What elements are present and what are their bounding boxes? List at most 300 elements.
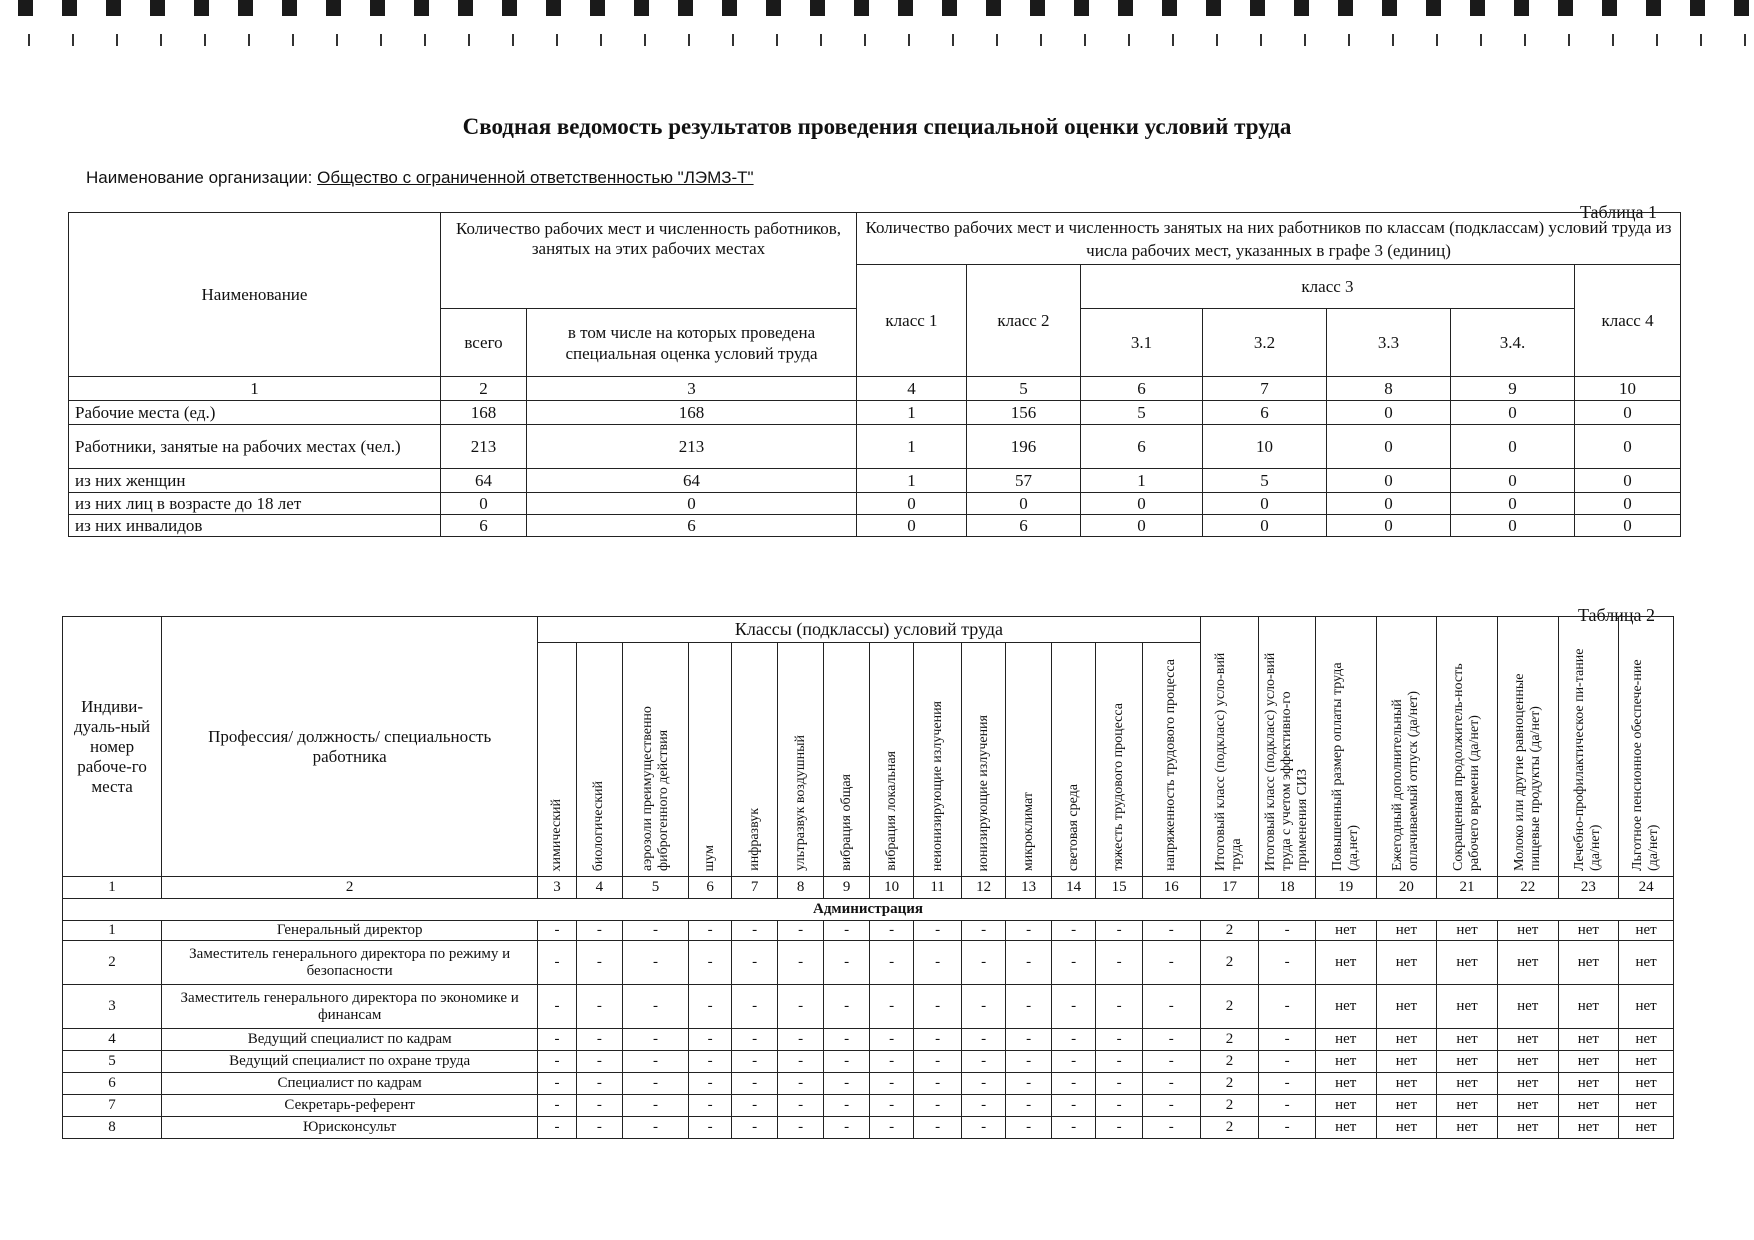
organization-line xyxy=(86,168,754,188)
t1-row-label: из них инвалидов xyxy=(69,515,441,537)
binding-hole xyxy=(1162,0,1177,16)
binding-hole xyxy=(282,0,297,16)
t2-cell: - xyxy=(1142,1095,1200,1117)
t2-cell: - xyxy=(824,1117,870,1139)
t1-header-class3: класс 3 xyxy=(1081,265,1575,309)
binding-mark xyxy=(1084,34,1086,46)
binding-hole xyxy=(1734,0,1749,16)
t2-row-profession: Ведущий специалист по охране труда xyxy=(162,1051,538,1073)
t2-header-factor-text: тяжесть трудового процесса xyxy=(1111,703,1127,871)
t1-cell: 0 xyxy=(1451,469,1575,493)
binding-hole xyxy=(326,0,341,16)
t2-header-factor xyxy=(623,643,689,877)
binding-hole xyxy=(546,0,561,16)
t1-cell: 213 xyxy=(527,425,857,469)
t2-cell: - xyxy=(623,1117,689,1139)
binding-mark xyxy=(1348,34,1350,46)
t2-cell: - xyxy=(1051,921,1095,941)
t1-cell: 0 xyxy=(1451,515,1575,537)
t2-cell: нет xyxy=(1619,921,1674,941)
binding-mark xyxy=(1436,34,1438,46)
t2-cell: - xyxy=(777,1051,824,1073)
t2-cell: нет xyxy=(1497,985,1558,1029)
table2-caption: Таблица 2 xyxy=(1578,605,1655,625)
t1-header-class2: класс 2 xyxy=(967,265,1081,377)
t2-cell: нет xyxy=(1558,921,1619,941)
t2-cell: - xyxy=(576,1029,623,1051)
t2-cell: - xyxy=(914,941,962,985)
t2-header-factor xyxy=(1051,643,1095,877)
t1-cell: 6 xyxy=(441,515,527,537)
t2-cell: нет xyxy=(1558,1029,1619,1051)
t2-cell: - xyxy=(538,1029,576,1051)
t2-row-num: 5 xyxy=(63,1051,162,1073)
binding-hole xyxy=(986,0,1001,16)
t2-cell: нет xyxy=(1619,1073,1674,1095)
t2-cell: - xyxy=(869,1117,913,1139)
binding-mark xyxy=(116,34,118,46)
t1-cell: 1 xyxy=(857,401,967,425)
binding-mark xyxy=(908,34,910,46)
t2-cell: - xyxy=(824,1095,870,1117)
binding-mark xyxy=(776,34,778,46)
t2-header-factor xyxy=(732,643,778,877)
t2-cell: - xyxy=(538,1095,576,1117)
t1-cell: 0 xyxy=(967,493,1081,515)
t2-cell: нет xyxy=(1437,985,1498,1029)
t2-cell: - xyxy=(1006,985,1052,1029)
t2-cell: - xyxy=(1096,921,1143,941)
table1 xyxy=(68,212,1681,537)
t2-cell: - xyxy=(777,985,824,1029)
t1-cell: 0 xyxy=(1327,425,1451,469)
t2-cell: - xyxy=(1006,1073,1052,1095)
t2-colnum: 23 xyxy=(1558,877,1619,899)
t2-cell: - xyxy=(732,1117,778,1139)
t2-colnum: 10 xyxy=(869,877,913,899)
t1-header-class1: класс 1 xyxy=(857,265,967,377)
t2-cell: нет xyxy=(1497,1051,1558,1073)
binding-mark xyxy=(996,34,998,46)
t2-cell: - xyxy=(538,1117,576,1139)
t2-cell: - xyxy=(1096,985,1143,1029)
t1-header-3-4: 3.4. xyxy=(1451,309,1575,377)
t2-cell: - xyxy=(961,921,1005,941)
t1-colnum: 9 xyxy=(1451,377,1575,401)
t2-colnum: 16 xyxy=(1142,877,1200,899)
t2-section-administration: Администрация xyxy=(63,899,1674,921)
binding-mark xyxy=(1480,34,1482,46)
table-row xyxy=(69,425,1681,469)
t2-cell: - xyxy=(777,1095,824,1117)
t2-row-profession: Специалист по кадрам xyxy=(162,1073,538,1095)
binding-hole xyxy=(722,0,737,16)
t2-colnum: 6 xyxy=(688,877,731,899)
t2-header-extra-text: Повышенный размер оплаты труда (да,нет) xyxy=(1329,662,1361,871)
t2-colnum: 11 xyxy=(914,877,962,899)
t1-row-label: Работники, занятые на рабочих местах (чел.) xyxy=(69,425,441,469)
t2-cell: нет xyxy=(1315,1029,1376,1051)
t2-colnum: 19 xyxy=(1315,877,1376,899)
binding-mark xyxy=(732,34,734,46)
t2-cell: - xyxy=(824,1029,870,1051)
t2-cell: - xyxy=(869,1073,913,1095)
binding-hole xyxy=(766,0,781,16)
t1-cell: 0 xyxy=(1575,401,1681,425)
t2-cell: - xyxy=(1051,941,1095,985)
binding-mark xyxy=(1392,34,1394,46)
t2-cell: - xyxy=(538,921,576,941)
t2-colnum: 17 xyxy=(1200,877,1259,899)
t1-cell: 0 xyxy=(1081,515,1203,537)
t2-cell: - xyxy=(688,941,731,985)
table-row xyxy=(63,1029,1674,1051)
t2-cell: - xyxy=(914,1051,962,1073)
t2-header-extra-text: Льготное пенсионное обеспече-ние (да/нет) xyxy=(1630,659,1662,871)
t1-column-numbers xyxy=(69,377,1681,401)
t2-cell: нет xyxy=(1376,1117,1437,1139)
t2-cell: - xyxy=(1142,941,1200,985)
t2-cell: нет xyxy=(1497,921,1558,941)
binding-hole xyxy=(502,0,517,16)
t2-cell: - xyxy=(732,1073,778,1095)
t2-cell: - xyxy=(576,985,623,1029)
t2-cell: - xyxy=(1006,921,1052,941)
t1-cell: 196 xyxy=(967,425,1081,469)
t2-colnum: 3 xyxy=(538,877,576,899)
t2-cell: - xyxy=(1142,1051,1200,1073)
t2-row-profession: Генеральный директор xyxy=(162,921,538,941)
binding-mark xyxy=(28,34,30,46)
t1-cell: 64 xyxy=(527,469,857,493)
t2-colnum: 24 xyxy=(1619,877,1674,899)
t1-cell: 6 xyxy=(967,515,1081,537)
t2-cell: - xyxy=(1051,1117,1095,1139)
binding-mark xyxy=(1700,34,1702,46)
t2-cell: - xyxy=(538,1073,576,1095)
t2-cell: нет xyxy=(1437,1073,1498,1095)
t2-header-extra-text: Молоко или другие равноценные пищевые продукты (да/нет) xyxy=(1511,673,1543,871)
t2-cell: нет xyxy=(1376,921,1437,941)
t2-cell: 2 xyxy=(1200,1051,1259,1073)
t2-row-profession: Заместитель генерального директора по режиму и безопасности xyxy=(162,941,538,985)
t2-colnum: 8 xyxy=(777,877,824,899)
t2-colnum: 7 xyxy=(732,877,778,899)
binding-hole xyxy=(1206,0,1221,16)
binding-hole xyxy=(1118,0,1133,16)
t1-colnum: 6 xyxy=(1081,377,1203,401)
binding-hole xyxy=(942,0,957,16)
binding-hole xyxy=(1558,0,1573,16)
binding-hole xyxy=(1382,0,1397,16)
t2-colnum: 20 xyxy=(1376,877,1437,899)
binding-mark xyxy=(1128,34,1130,46)
binding-mark xyxy=(820,34,822,46)
t2-cell: - xyxy=(824,1073,870,1095)
t1-cell: 0 xyxy=(1451,493,1575,515)
t2-cell: - xyxy=(732,1051,778,1073)
t2-cell: нет xyxy=(1315,985,1376,1029)
t2-cell: нет xyxy=(1437,1095,1498,1117)
t1-cell: 1 xyxy=(857,469,967,493)
t2-cell: - xyxy=(961,1117,1005,1139)
t2-cell: - xyxy=(824,985,870,1029)
t2-header-extra xyxy=(1259,617,1316,877)
t1-header-name: Наименование xyxy=(69,213,441,377)
t2-cell: - xyxy=(538,985,576,1029)
t2-cell: - xyxy=(1006,1051,1052,1073)
t2-cell: - xyxy=(961,1095,1005,1117)
t2-cell: - xyxy=(1096,1029,1143,1051)
t2-header-factor-text: вибрация локальная xyxy=(883,751,899,871)
t1-cell: 6 xyxy=(527,515,857,537)
t1-row-label: Рабочие места (ед.) xyxy=(69,401,441,425)
t1-cell: 0 xyxy=(1575,515,1681,537)
t2-cell: - xyxy=(538,1051,576,1073)
table-row xyxy=(63,1073,1674,1095)
t1-cell: 0 xyxy=(1327,401,1451,425)
t2-header-extra xyxy=(1619,617,1674,877)
t2-cell: - xyxy=(824,941,870,985)
table-row xyxy=(63,921,1674,941)
t1-cell: 156 xyxy=(967,401,1081,425)
t1-header-total: всего xyxy=(441,309,527,377)
t2-header-factor xyxy=(914,643,962,877)
binding-mark xyxy=(644,34,646,46)
binding-hole xyxy=(238,0,253,16)
t2-row-num: 8 xyxy=(63,1117,162,1139)
t2-cell: - xyxy=(1259,1051,1316,1073)
t2-cell: - xyxy=(1142,985,1200,1029)
binding-mark xyxy=(556,34,558,46)
t1-header-count-group: Количество рабочих мест и численность работников, занятых на этих рабочих местах xyxy=(441,213,857,309)
t2-cell: - xyxy=(688,1095,731,1117)
binding-hole xyxy=(1426,0,1441,16)
t2-cell: нет xyxy=(1558,1051,1619,1073)
t1-colnum: 1 xyxy=(69,377,441,401)
binding-mark xyxy=(512,34,514,46)
t2-cell: - xyxy=(1096,1051,1143,1073)
t1-cell: 168 xyxy=(441,401,527,425)
t2-cell: - xyxy=(688,985,731,1029)
binding-mark xyxy=(600,34,602,46)
t2-cell: - xyxy=(777,921,824,941)
t2-cell: нет xyxy=(1497,941,1558,985)
t2-cell: - xyxy=(1142,1117,1200,1139)
t2-row-num: 6 xyxy=(63,1073,162,1095)
t2-cell: - xyxy=(1096,1095,1143,1117)
table-row xyxy=(63,1095,1674,1117)
t2-cell: - xyxy=(576,1051,623,1073)
t2-header-extra xyxy=(1315,617,1376,877)
t1-cell: 5 xyxy=(1081,401,1203,425)
t2-row-num: 2 xyxy=(63,941,162,985)
t2-cell: - xyxy=(914,1073,962,1095)
t2-cell: - xyxy=(1259,985,1316,1029)
binding-hole xyxy=(634,0,649,16)
t2-header-classes-group: Классы (подклассы) условий труда xyxy=(538,617,1200,643)
t2-cell: нет xyxy=(1619,1051,1674,1073)
t2-cell: - xyxy=(688,1051,731,1073)
binding-hole xyxy=(1514,0,1529,16)
t2-cell: нет xyxy=(1497,1117,1558,1139)
t2-cell: - xyxy=(961,985,1005,1029)
t2-cell: нет xyxy=(1497,1029,1558,1051)
t1-cell: 1 xyxy=(857,425,967,469)
t2-cell: 2 xyxy=(1200,941,1259,985)
t2-cell: нет xyxy=(1315,1051,1376,1073)
binding-hole xyxy=(18,0,33,16)
t2-cell: - xyxy=(1006,1095,1052,1117)
t2-cell: - xyxy=(914,1095,962,1117)
binding-hole xyxy=(590,0,605,16)
t2-cell: - xyxy=(1051,1029,1095,1051)
t2-cell: нет xyxy=(1619,1117,1674,1139)
t2-cell: - xyxy=(869,1095,913,1117)
t2-cell: - xyxy=(623,1051,689,1073)
t2-cell: нет xyxy=(1376,1073,1437,1095)
t1-header-3-1: 3.1 xyxy=(1081,309,1203,377)
binding-hole xyxy=(810,0,825,16)
t1-cell: 0 xyxy=(527,493,857,515)
t2-cell: - xyxy=(732,921,778,941)
t2-header-extra-text: Итоговый класс (подкласс) усло-вий труда xyxy=(1213,652,1245,871)
t2-cell: 2 xyxy=(1200,1095,1259,1117)
t2-row-num: 4 xyxy=(63,1029,162,1051)
t2-cell: - xyxy=(1142,1029,1200,1051)
t2-cell: - xyxy=(1096,1117,1143,1139)
t2-header-factor-text: ионизирующие излучения xyxy=(975,714,991,871)
t1-cell: 57 xyxy=(967,469,1081,493)
binding-mark xyxy=(160,34,162,46)
t2-cell: - xyxy=(576,1117,623,1139)
table-row xyxy=(63,1117,1674,1139)
table2 xyxy=(62,616,1674,1139)
t2-cell: - xyxy=(1051,1051,1095,1073)
t1-cell: 168 xyxy=(527,401,857,425)
t2-cell: - xyxy=(869,985,913,1029)
t2-header-factor xyxy=(824,643,870,877)
binding-hole xyxy=(1294,0,1309,16)
t2-colnum: 1 xyxy=(63,877,162,899)
binding-mark xyxy=(248,34,250,46)
t2-cell: - xyxy=(1006,1029,1052,1051)
binding-mark xyxy=(1612,34,1614,46)
binding-hole xyxy=(898,0,913,16)
binding-mark xyxy=(1216,34,1218,46)
t2-cell: нет xyxy=(1497,1095,1558,1117)
t1-cell: 0 xyxy=(857,493,967,515)
t1-cell: 6 xyxy=(1081,425,1203,469)
t2-header-factor xyxy=(576,643,623,877)
t1-cell: 213 xyxy=(441,425,527,469)
t2-colnum: 9 xyxy=(824,877,870,899)
t2-cell: - xyxy=(576,941,623,985)
t2-cell: - xyxy=(869,1029,913,1051)
t2-header-factor-text: световая среда xyxy=(1065,783,1081,871)
binding-hole xyxy=(194,0,209,16)
t2-cell: - xyxy=(1259,1095,1316,1117)
t2-cell: - xyxy=(1142,1073,1200,1095)
t2-cell: - xyxy=(732,985,778,1029)
t2-colnum: 18 xyxy=(1259,877,1316,899)
t2-cell: - xyxy=(623,1095,689,1117)
t2-cell: - xyxy=(688,1029,731,1051)
binding-hole xyxy=(370,0,385,16)
table-row xyxy=(69,469,1681,493)
binding-mark xyxy=(1744,34,1746,46)
binding-hole xyxy=(1470,0,1485,16)
t2-row-profession: Секретарь-референт xyxy=(162,1095,538,1117)
t2-header-factor-text: микроклимат xyxy=(1020,791,1036,871)
t1-cell: 0 xyxy=(1327,469,1451,493)
t2-colnum: 12 xyxy=(961,877,1005,899)
t2-header-factor-text: вибрация общая xyxy=(838,774,854,871)
t1-header-3-3: 3.3 xyxy=(1327,309,1451,377)
t2-cell: - xyxy=(732,941,778,985)
t2-cell: - xyxy=(914,985,962,1029)
t2-cell: 2 xyxy=(1200,1117,1259,1139)
t2-cell: - xyxy=(1006,941,1052,985)
t1-cell: 0 xyxy=(1451,401,1575,425)
t2-cell: - xyxy=(688,921,731,941)
t2-header-extra-text: Ежегодный дополнительный оплачиваемый отпуск (да/нет) xyxy=(1390,690,1422,871)
t1-colnum: 4 xyxy=(857,377,967,401)
table1-caption: Таблица 1 xyxy=(1580,202,1657,222)
t2-cell: - xyxy=(623,941,689,985)
t2-cell: 2 xyxy=(1200,985,1259,1029)
binding-hole xyxy=(458,0,473,16)
t2-cell: - xyxy=(1259,1117,1316,1139)
t2-cell: - xyxy=(1096,941,1143,985)
t2-cell: - xyxy=(1259,941,1316,985)
t2-cell: нет xyxy=(1497,1073,1558,1095)
t2-colnum: 4 xyxy=(576,877,623,899)
t2-cell: нет xyxy=(1558,1073,1619,1095)
binding-hole xyxy=(62,0,77,16)
binding-hole xyxy=(1030,0,1045,16)
binding-mark xyxy=(1656,34,1658,46)
binding-mark xyxy=(336,34,338,46)
binding-mark xyxy=(688,34,690,46)
t2-cell: нет xyxy=(1376,1029,1437,1051)
t2-cell: нет xyxy=(1437,1029,1498,1051)
t2-header-factor xyxy=(961,643,1005,877)
t2-header-factor xyxy=(1096,643,1143,877)
t1-cell: 0 xyxy=(1451,425,1575,469)
t1-row-label: из них женщин xyxy=(69,469,441,493)
t2-cell: - xyxy=(623,985,689,1029)
t2-cell: нет xyxy=(1619,1029,1674,1051)
t1-header-class4: класс 4 xyxy=(1575,265,1681,377)
binding-mark xyxy=(1172,34,1174,46)
t2-header-num: Индиви-дуаль-ный номер рабоче-го места xyxy=(63,617,162,877)
binding-hole xyxy=(678,0,693,16)
table-row xyxy=(69,493,1681,515)
t2-cell: - xyxy=(869,1051,913,1073)
t1-colnum: 7 xyxy=(1203,377,1327,401)
t1-header-assessed: в том числе на которых проведена специальная оценка условий труда xyxy=(527,309,857,377)
t2-header-extra xyxy=(1376,617,1437,877)
t2-row-profession: Ведущий специалист по кадрам xyxy=(162,1029,538,1051)
t2-header-factor xyxy=(869,643,913,877)
t2-cell: - xyxy=(732,1029,778,1051)
t2-header-factor-text: аэрозоли преимущественно фиброгенного действия xyxy=(639,706,671,871)
t1-header-3-2: 3.2 xyxy=(1203,309,1327,377)
t2-header-extra xyxy=(1437,617,1498,877)
t2-cell: - xyxy=(1006,1117,1052,1139)
t1-header-classes-group: Количество рабочих мест и численность занятых на них работников по классам (подклассам) условий труда из числа рабочих мест, указанных в графе 3 (единиц) xyxy=(857,213,1681,265)
